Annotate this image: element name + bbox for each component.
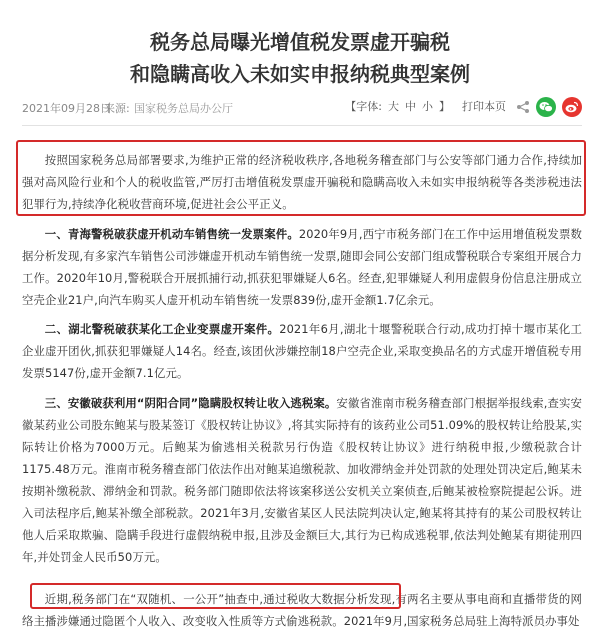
font-size-medium-button[interactable]: 中 — [405, 100, 416, 113]
font-size-large-button[interactable]: 大 — [388, 100, 399, 113]
share-icon[interactable] — [516, 100, 530, 114]
print-button[interactable]: 打印本页 — [462, 100, 506, 113]
case4-paragraph: 近期,税务部门在“双随机、一公开”抽查中,通过税收大数据分析发现,有两名主要从事电商和直播带货的网络主播涉嫌通过隐匿个人收入、改变收入性质等方式偷逃税款。2021年9月,国家税务总局驻上海特派员办事处 — [22, 592, 582, 628]
case3-paragraph — [22, 392, 582, 568]
case2-body: 2021年6月,湖北十堰警税联合行动,成功打掉十堰市某化工企业虚开团伙,抓获犯罪嫌疑人14名。经查,该团伙涉嫌控制18户空壳企业,采取变换品名的方式虚开增值税专用发票5147份,虚开金额7.1亿元。 — [22, 322, 582, 380]
wechat-icon[interactable] — [536, 97, 556, 117]
article-title-line2: 和隐瞒高收入未如实申报纳税典型案例 — [130, 62, 470, 86]
source-label: 来源: — [104, 102, 130, 115]
font-size-label: 【字体: — [345, 100, 382, 113]
case1-paragraph — [22, 223, 582, 311]
highlight-box-intro — [16, 140, 586, 216]
highlight-box-case4 — [30, 583, 401, 609]
publish-date: 2021年09月28日 — [22, 102, 111, 115]
case1-heading: 一、青海警税破获虚开机动车销售统一发票案件。 — [44, 227, 299, 241]
article-meta — [22, 100, 582, 118]
font-size-close: 】 — [439, 100, 450, 113]
intro-paragraph: 按照国家税务总局部署要求,为维护正常的经济税收秩序,各地税务稽查部门与公安等部门通力合作,持续加强对高风险行业和个人的税收监管,严厉打击增值税发票虚开骗税和隐瞒高收入未如实申报纳税等各类涉税违法犯罪行为,持续净化税收营商环境,促进社会公平正义。 — [22, 153, 582, 211]
font-size-small-button[interactable]: 小 — [422, 100, 433, 113]
case2-heading: 二、湖北警税破获某化工企业变票虚开案件。 — [44, 322, 280, 336]
case3-heading: 三、安徽破获利用“阴阳合同”隐瞒股权转让收入逃税案。 — [44, 396, 337, 410]
weibo-icon[interactable] — [562, 97, 582, 117]
case1-body: 2020年9月,西宁市税务部门在工作中运用增值税发票数据分析发现,有多家汽车销售公司涉嫌虚开机动车销售统一发票,随即会同公安部门组成警税联合专案组开展合力工作。2020年10月,警税联合开展抓捕行动,抓获犯罪嫌疑人6名。经查,犯罪嫌疑人利用虚假身份信息注册成立空壳企业21户,向汽车购买人虚开机动车销售统一发票839份,虚开金额1.7亿余元。 — [22, 227, 583, 307]
article-title-line1: 税务总局曝光增值税发票虚开骗税 — [150, 30, 450, 54]
case3-body: 安徽省淮南市税务稽查部门根据举报线索,查实安徽某药业公司股东鲍某与股某签订《股权转让协议》,将其实际持有的该药业公司51.09%的股权转让给股某,实际转让价格为7000万元。后鲍某为偷逃相关税款另行伪造《股权转让协议》进行纳税申报,少缴税款合计1175.48万元。淮南市税务稽查部门依法作出对鲍某追缴税款、加收滞纳金并处罚款的处理处罚决定后,鲍某未按期补缴税款、滞纳金和罚款。税务部门随即依法将该案移送公安机关立案侦查,后鲍某被检察院提起公诉。进入司法程序后,鲍某补缴全部税款。2021年3月,安徽省某区人民法院判决认定,鲍某将其持有的某公司股权转让他人后采取欺骗、隐瞒手段进行虚假纳税申报,且涉及金额巨大,其行为已构成逃税罪,依法判处鲍某有期徒刑四年,并处罚金人民币50万元。 — [22, 396, 582, 564]
source-name: 国家税务总局办公厅 — [134, 102, 233, 115]
case2-paragraph — [22, 318, 582, 384]
header-divider — [22, 125, 582, 126]
article-tools — [345, 97, 582, 117]
